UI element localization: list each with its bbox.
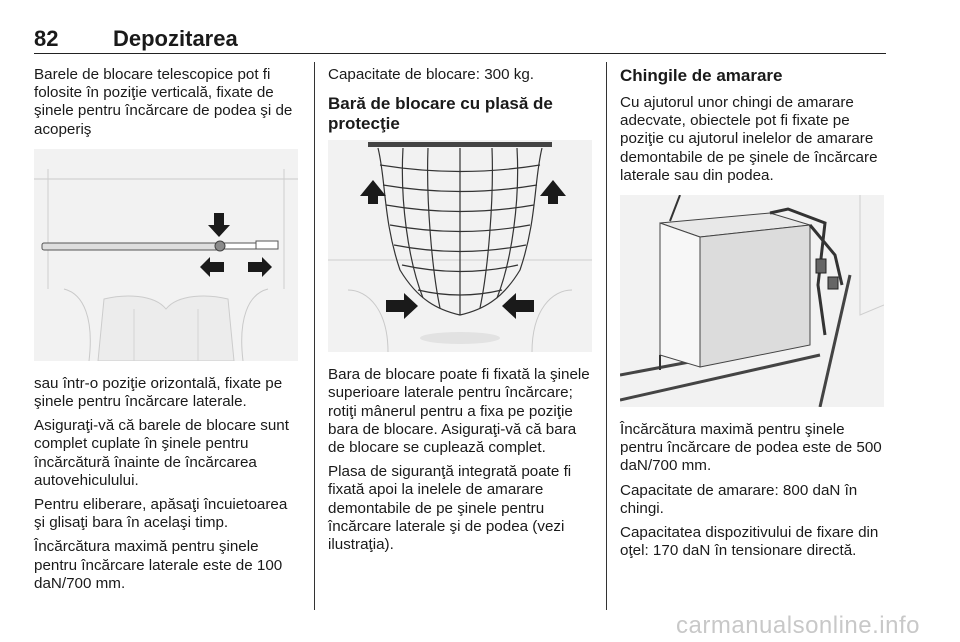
col2-paragraph-3: Plasa de siguranţă integrată poate fi fixată apoi la inelele de amarare demontabile de pe şinele pentru încărcare laterale şi de podea (vezi ilustraţia). (328, 463, 572, 554)
col1-paragraph-2: sau într-o poziţie orizontală, fixate pe şinele pentru încărcare laterale. (34, 374, 283, 411)
col1-paragraph-1: Barele de blocare telescopice pot fi folosite în poziţie verticală, fixate de şinele pentru încărcare de podea şi de acoperiş (34, 66, 293, 138)
page-header (34, 26, 886, 52)
column-2 (328, 62, 594, 560)
page-number: 82 (34, 26, 59, 51)
telescopic-bar-illustration (34, 149, 298, 361)
page-title: Depozitarea (113, 26, 238, 51)
col3-paragraph-1: Cu ajutorul unor chingi de amarare adecvate, obiectele pot fi fixate pe poziţie cu ajutorul inelelor de amarare demontabile de pe şinele de încărcare laterale sau din podea. (620, 94, 878, 184)
lashing-strap-illustration (620, 195, 884, 407)
section-heading-lashing-straps: Chingile de amarare (620, 66, 783, 85)
col3-paragraph-2: Încărcătura maximă pentru şinele pentru încărcare de podea este de 500 daN/700 mm. (620, 421, 882, 475)
section-heading-net-bar: Bară de blocare cu plasă de protecţie (328, 94, 553, 134)
col3-paragraph-4: Capacitatea dispozitivului de fixare din oţel: 170 daN în tensionare directă. (620, 524, 879, 560)
safety-net-illustration (328, 140, 592, 352)
col3-paragraph-3: Capacitate de amarare: 800 daN în chingi. (620, 481, 858, 517)
column-divider-1 (314, 62, 315, 610)
header-divider (34, 53, 886, 54)
col1-paragraph-5: Încărcătura maximă pentru şinele pentru încărcare laterale este de 100 daN/700 mm. (34, 538, 283, 592)
col1-paragraph-4: Pentru eliberare, apăsaţi încuietoarea şi glisaţi bara în acelaşi timp. (34, 496, 288, 532)
column-1 (34, 62, 300, 599)
site-watermark: carmanualsonline.info (676, 612, 920, 639)
col2-paragraph-2: Bara de blocare poate fi fixată la şinele superioare laterale pentru încărcare; rotiţi mânerul pentru a fixa pe poziţie bara de blocare. Asiguraţi-vă că bara de blocare se cuplează complet. (328, 366, 590, 457)
col1-paragraph-3: Asiguraţi-vă că barele de blocare sunt complet cuplate în şinele pentru încărcătură înainte de încărcarea autovehiculului. (34, 417, 289, 489)
column-divider-2 (606, 62, 607, 610)
col2-paragraph-1: Capacitate de blocare: 300 kg. (328, 66, 535, 83)
column-3 (620, 62, 888, 566)
